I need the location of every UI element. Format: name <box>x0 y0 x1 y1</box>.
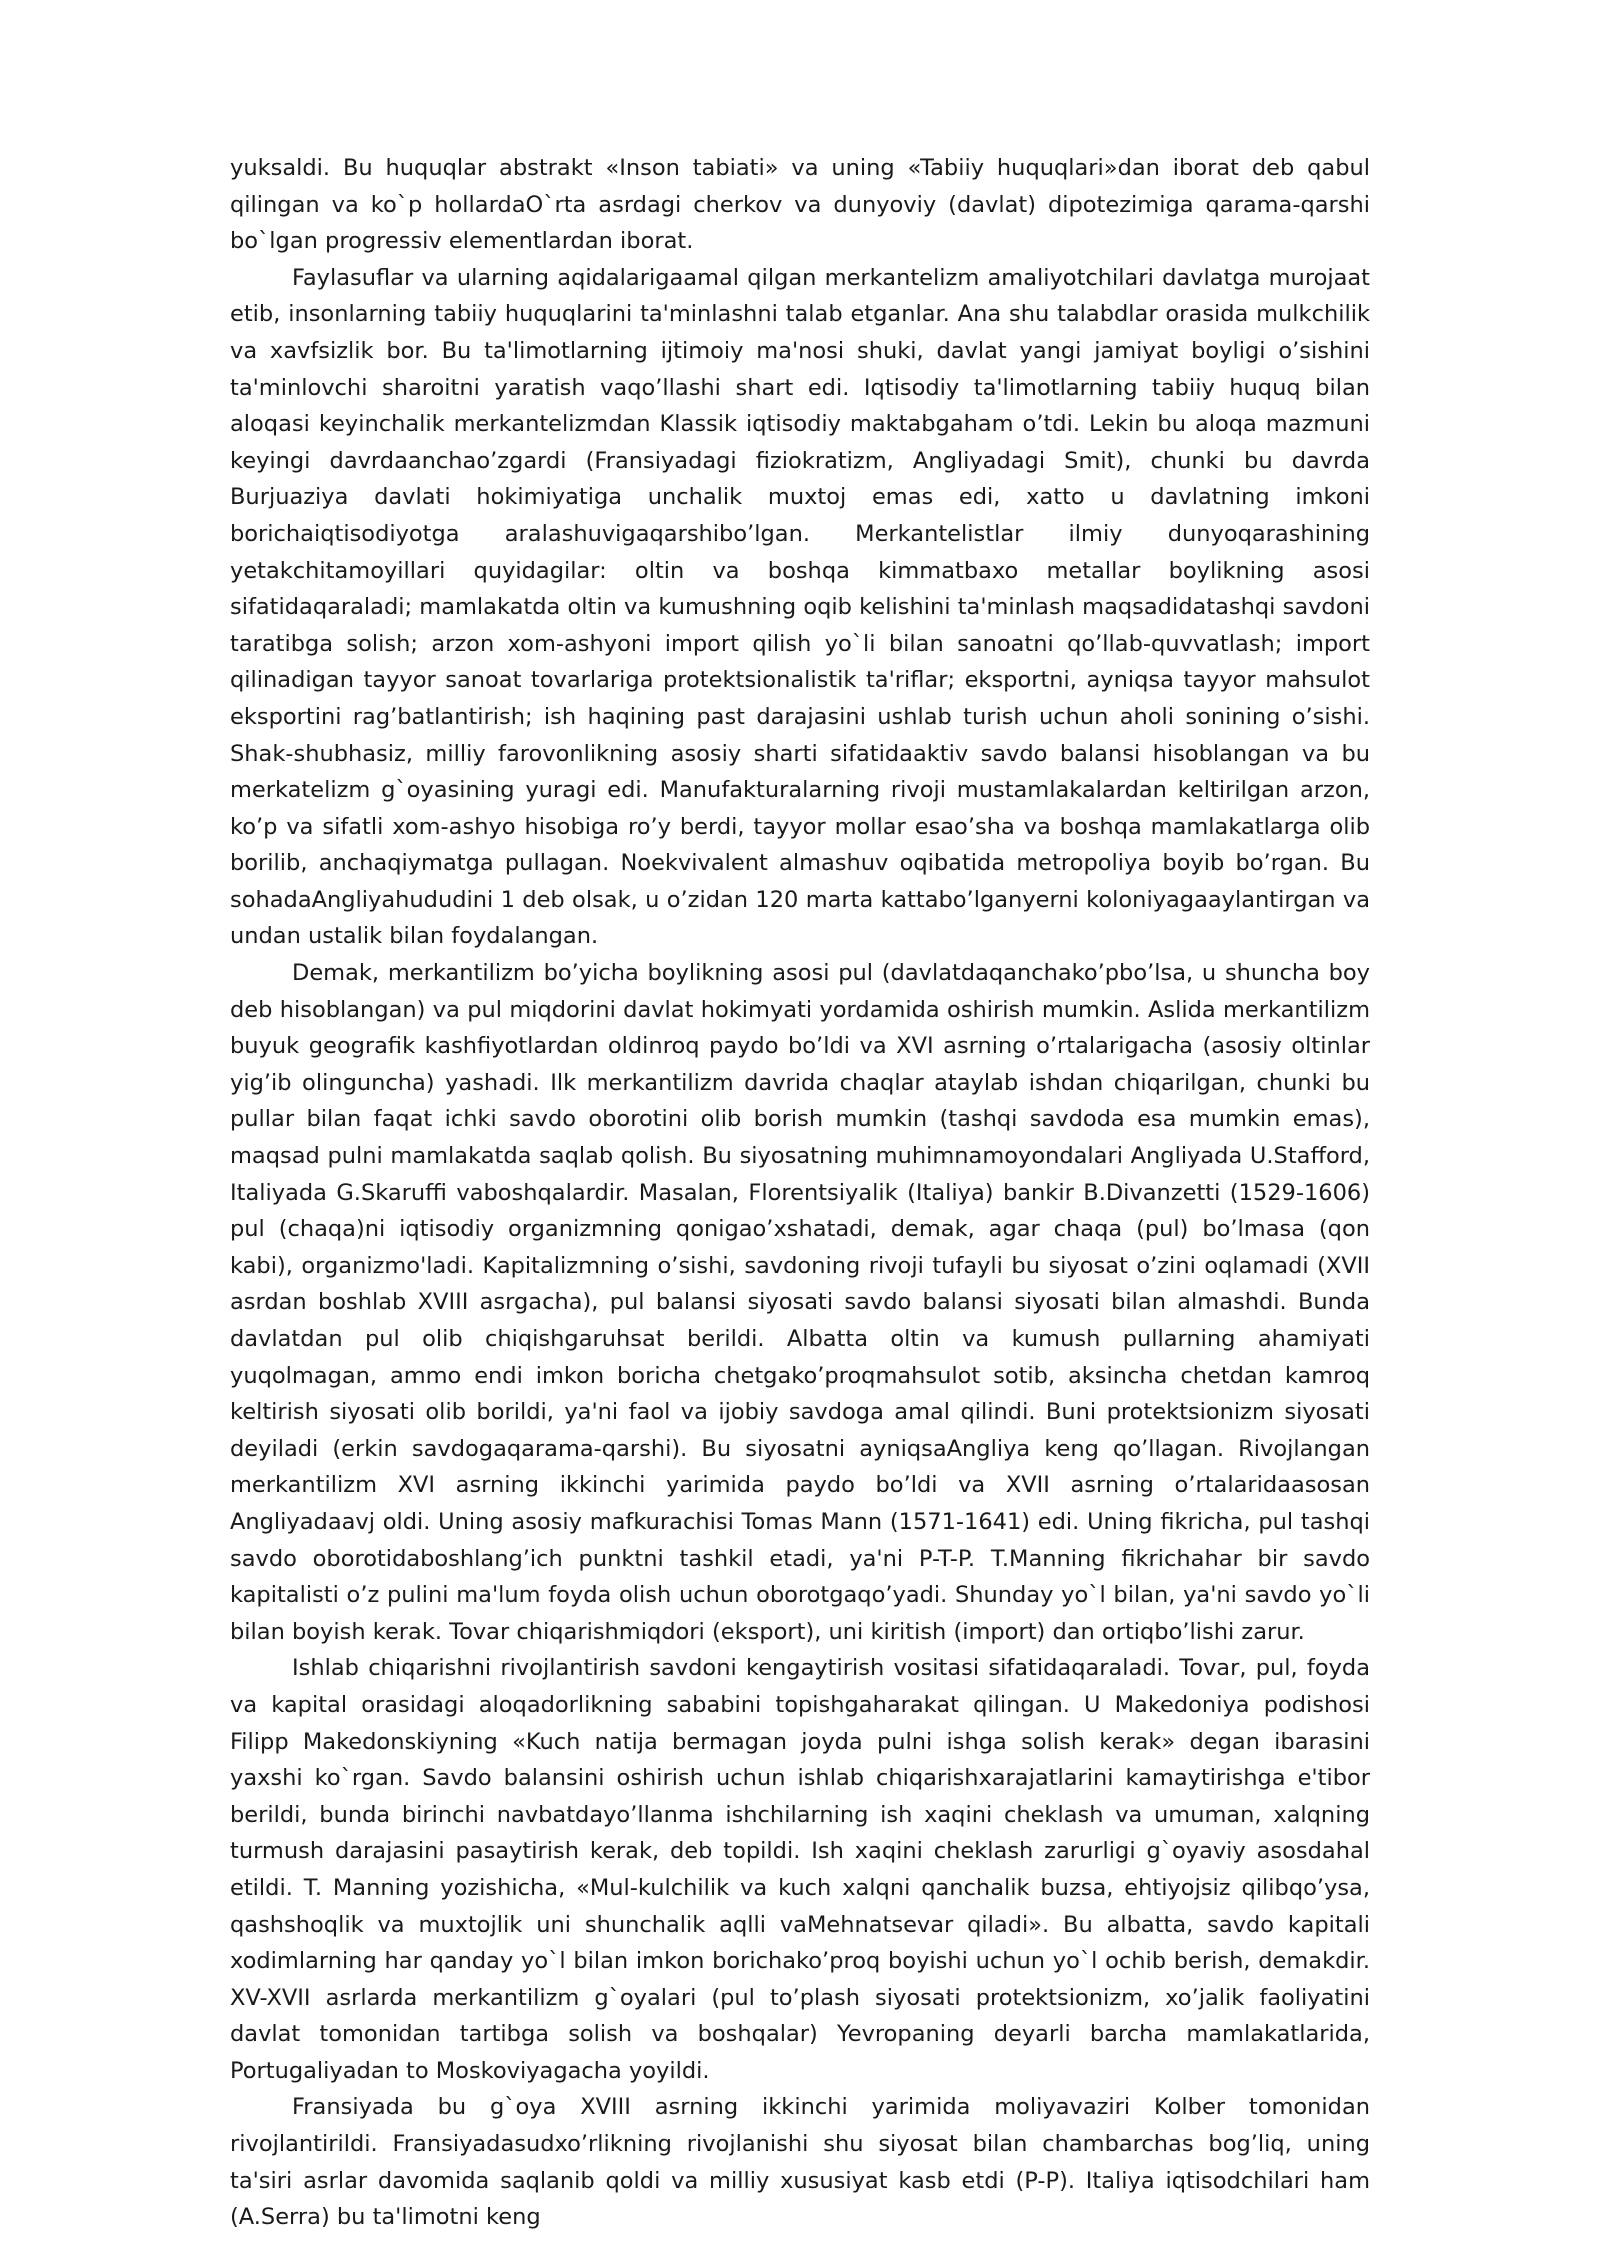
document-page <box>230 150 1370 2236</box>
paragraph-1: yuksaldi. Bu huquqlar abstrakt «Inson tabiati» va uning «Tabiiy huquqlari»dan iborat deb qabul qilingan va ko`p hollardaO`rta asrdagi cherkov va dunyoviy (davlat) dipotezimiga qarama-qarshi bo`lgan progressiv elementlardan iborat. <box>230 155 1370 255</box>
paragraph-3: Demak, merkantilizm bo’yicha boylikning asosi pul (davlatdaqanchako’pbo’lsa, u shuncha boy deb hisoblangan) va pul miqdorini davlat hokimyati yordamida oshirish mumkin. Aslida merkantilizm buyuk geografik kashfiyotlardan oldinroq paydo bo’ldi va XVI asrning o’rtalarigacha (asosiy oltinlar yig’ib olinguncha) yashadi. Ilk merkantilizm davrida chaqlar ataylab ishdan chiqarilgan, chunki bu pullar bilan faqat ichki savdo oborotini olib borish mumkin (tashqi savdoda esa mumkin emas), maqsad pulni mamlakatda saqlab qolish. Bu siyosatning muhimnamoyondalari Angliyada U.Stafford, Italiyada G.Skaruffi vaboshqalardir. Masalan, Florentsiyalik (Italiya) bankir B.Divanzetti (1529-1606) pul (chaqa)ni iqtisodiy organizmning qonigao’xshatadi, demak, agar chaqa (pul) bo’lmasa (qon kabi), organizmo'ladi. Kapitalizmning o’sishi, savdoning rivoji tufayli bu siyosat o’zini oqlamadi (XVII asrdan boshlab XVIII asrgacha), pul balansi siyosati savdo balansi siyosati bilan almashdi. Bunda davlatdan pul olib chiqishgaruhsat berildi. Albatta oltin va kumush pullarning ahamiyati yuqolmagan, ammo endi imkon boricha chetgako’proqmahsulot sotib, aksincha chetdan kamroq keltirish siyosati olib borildi, ya'ni faol va ijobiy savdoga amal qilindi. Buni protektsionizm siyosati deyiladi (erkin savdogaqarama-qarshi). Bu siyosatni ayniqsaAngliya keng qo’llagan. Rivojlangan merkantilizm XVI asrning ikkinchi yarimida paydo bo’ldi va XVII asrning o’rtalaridaasosan Angliyadaavj oldi. Uning asosiy mafkurachisi Tomas Mann (1571-1641) edi. Uning fikricha, pul tashqi savdo oborotidaboshlang’ich punktni tashkil etadi, ya'ni P-T-P. T.Manning fikrichahar bir savdo kapitalisti o’z pulini ma'lum foyda olish uchun oborotgaqo’yadi. Shunday yo`l bilan, ya'ni savdo yo`li bilan boyish kerak. Tovar chiqarishmiqdori (eksport), uni kiritish (import) dan ortiqbo’lishi zarur. <box>230 960 1370 1645</box>
paragraph-4: Ishlab chiqarishni rivojlantirish savdoni kengaytirish vositasi sifatidaqaraladi. Tovar, pul, foyda va kapital orasidagi aloqadorlikning sababini topishgaharakat qilingan. U Makedoniya podishosi Filipp Makedonskiyning «Kuch natija bermagan joyda pulni ishga solish kerak» degan ibarasini yaxshi ko`rgan. Savdo balansini oshirish uchun ishlab chiqarishxarajatlarini kamaytirishga e'tibor berildi, bunda birinchi navbatdayo’llanma ishchilarning ish xaqini cheklash va umuman, xalqning turmush darajasini pasaytirish kerak, deb topildi. Ish xaqini cheklash zarurligi g`oyaviy asosdahal etildi. T. Manning yozishicha, «Mul-kulchilik va kuch xalqni qanchalik buzsa, ehtiyojsiz qilibqo’ysa, qashshoqlik va muxtojlik uni shunchalik aqlli vaMehnatsevar qiladi». Bu albatta, savdo kapitali xodimlarning har qanday yo`l bilan imkon borichako’proq boyishi uchun yo`l ochib berish, demakdir. XV-XVII asrlarda merkantilizm g`oyalari (pul to’plash siyosati protektsionizm, xo’jalik faoliyatini davlat tomonidan tartibga solish va boshqalar) Yevropaning deyarli barcha mamlakatlarida, Portugaliyadan to Moskoviyagacha yoyildi. <box>230 1655 1370 2084</box>
paragraph-2: Faylasuflar va ularning aqidalarigaamal qilgan merkantelizm amaliyotchilari davlatga murojaat etib, insonlarning tabiiy huquqlarini ta'minlashni talab etganlar. Ana shu talabdlar orasida mulkchilik va xavfsizlik bor. Bu ta'limotlarning ijtimoiy ma'nosi shuki, davlat yangi jamiyat boyligi o’sishini ta'minlovchi sharoitni yaratish vaqo’llashi shart edi. Iqtisodiy ta'limotlarning tabiiy huquq bilan aloqasi keyinchalik merkantelizmdan Klassik iqtisodiy maktabgaham o’tdi. Lekin bu aloqa mazmuni keyingi davrdaanchao’zgardi (Fransiyadagi fiziokratizm, Angliyadagi Smit), chunki bu davrda Burjuaziya davlati hokimiyatiga unchalik muxtoj emas edi, xatto u davlatning imkoni borichaiqtisodiyotga aralashuvigaqarshibo’lgan. Merkantelistlar ilmiy dunyoqarashining yetakchitamoyillari quyidagilar: oltin va boshqa kimmatbaxo metallar boylikning asosi sifatidaqaraladi; mamlakatda oltin va kumushning oqib kelishini ta'minlash maqsadidatashqi savdoni taratibga solish; arzon xom-ashyoni import qilish yo`li bilan sanoatni qo’llab-quvvatlash; import qilinadigan tayyor sanoat tovarlariga protektsionalistik ta'riflar; eksportni, ayniqsa tayyor mahsulot eksportini rag’batlantirish; ish haqining past darajasini ushlab turish uchun aholi sonining o’sishi. Shak-shubhasiz, milliy farovonlikning asosiy sharti sifatidaaktiv savdo balansi hisoblangan va bu merkatelizm g`oyasining yuragi edi. Manufakturalarning rivoji mustamlakalardan keltirilgan arzon, ko’p va sifatli xom-ashyo hisobiga ro’y berdi, tayyor mollar esao’sha va boshqa mamlakatlarga olib borilib, anchaqiymatga pullagan. Noekvivalent almashuv oqibatida metropoliya boyib bo’rgan. Bu sohadaAngliyahududini 1 deb olsak, u o’zidan 120 marta kattabo’lganyerni koloniyagaaylantirgan va undan ustalik bilan foydalangan. <box>230 264 1370 950</box>
paragraph-5: Fransiyada bu g`oya XVIII asrning ikkinchi yarimida moliyavaziri Kolber tomonidan rivojlantirildi. Fransiyadasudxo’rlikning rivojlanishi shu siyosat bilan chambarchas bog’liq, uning ta'siri asrlar davomida saqlanib qoldi va milliy xususiyat kasb etdi (P-P). Italiya iqtisodchilari ham (A.Serra) bu ta'limotni keng <box>230 2094 1370 2231</box>
